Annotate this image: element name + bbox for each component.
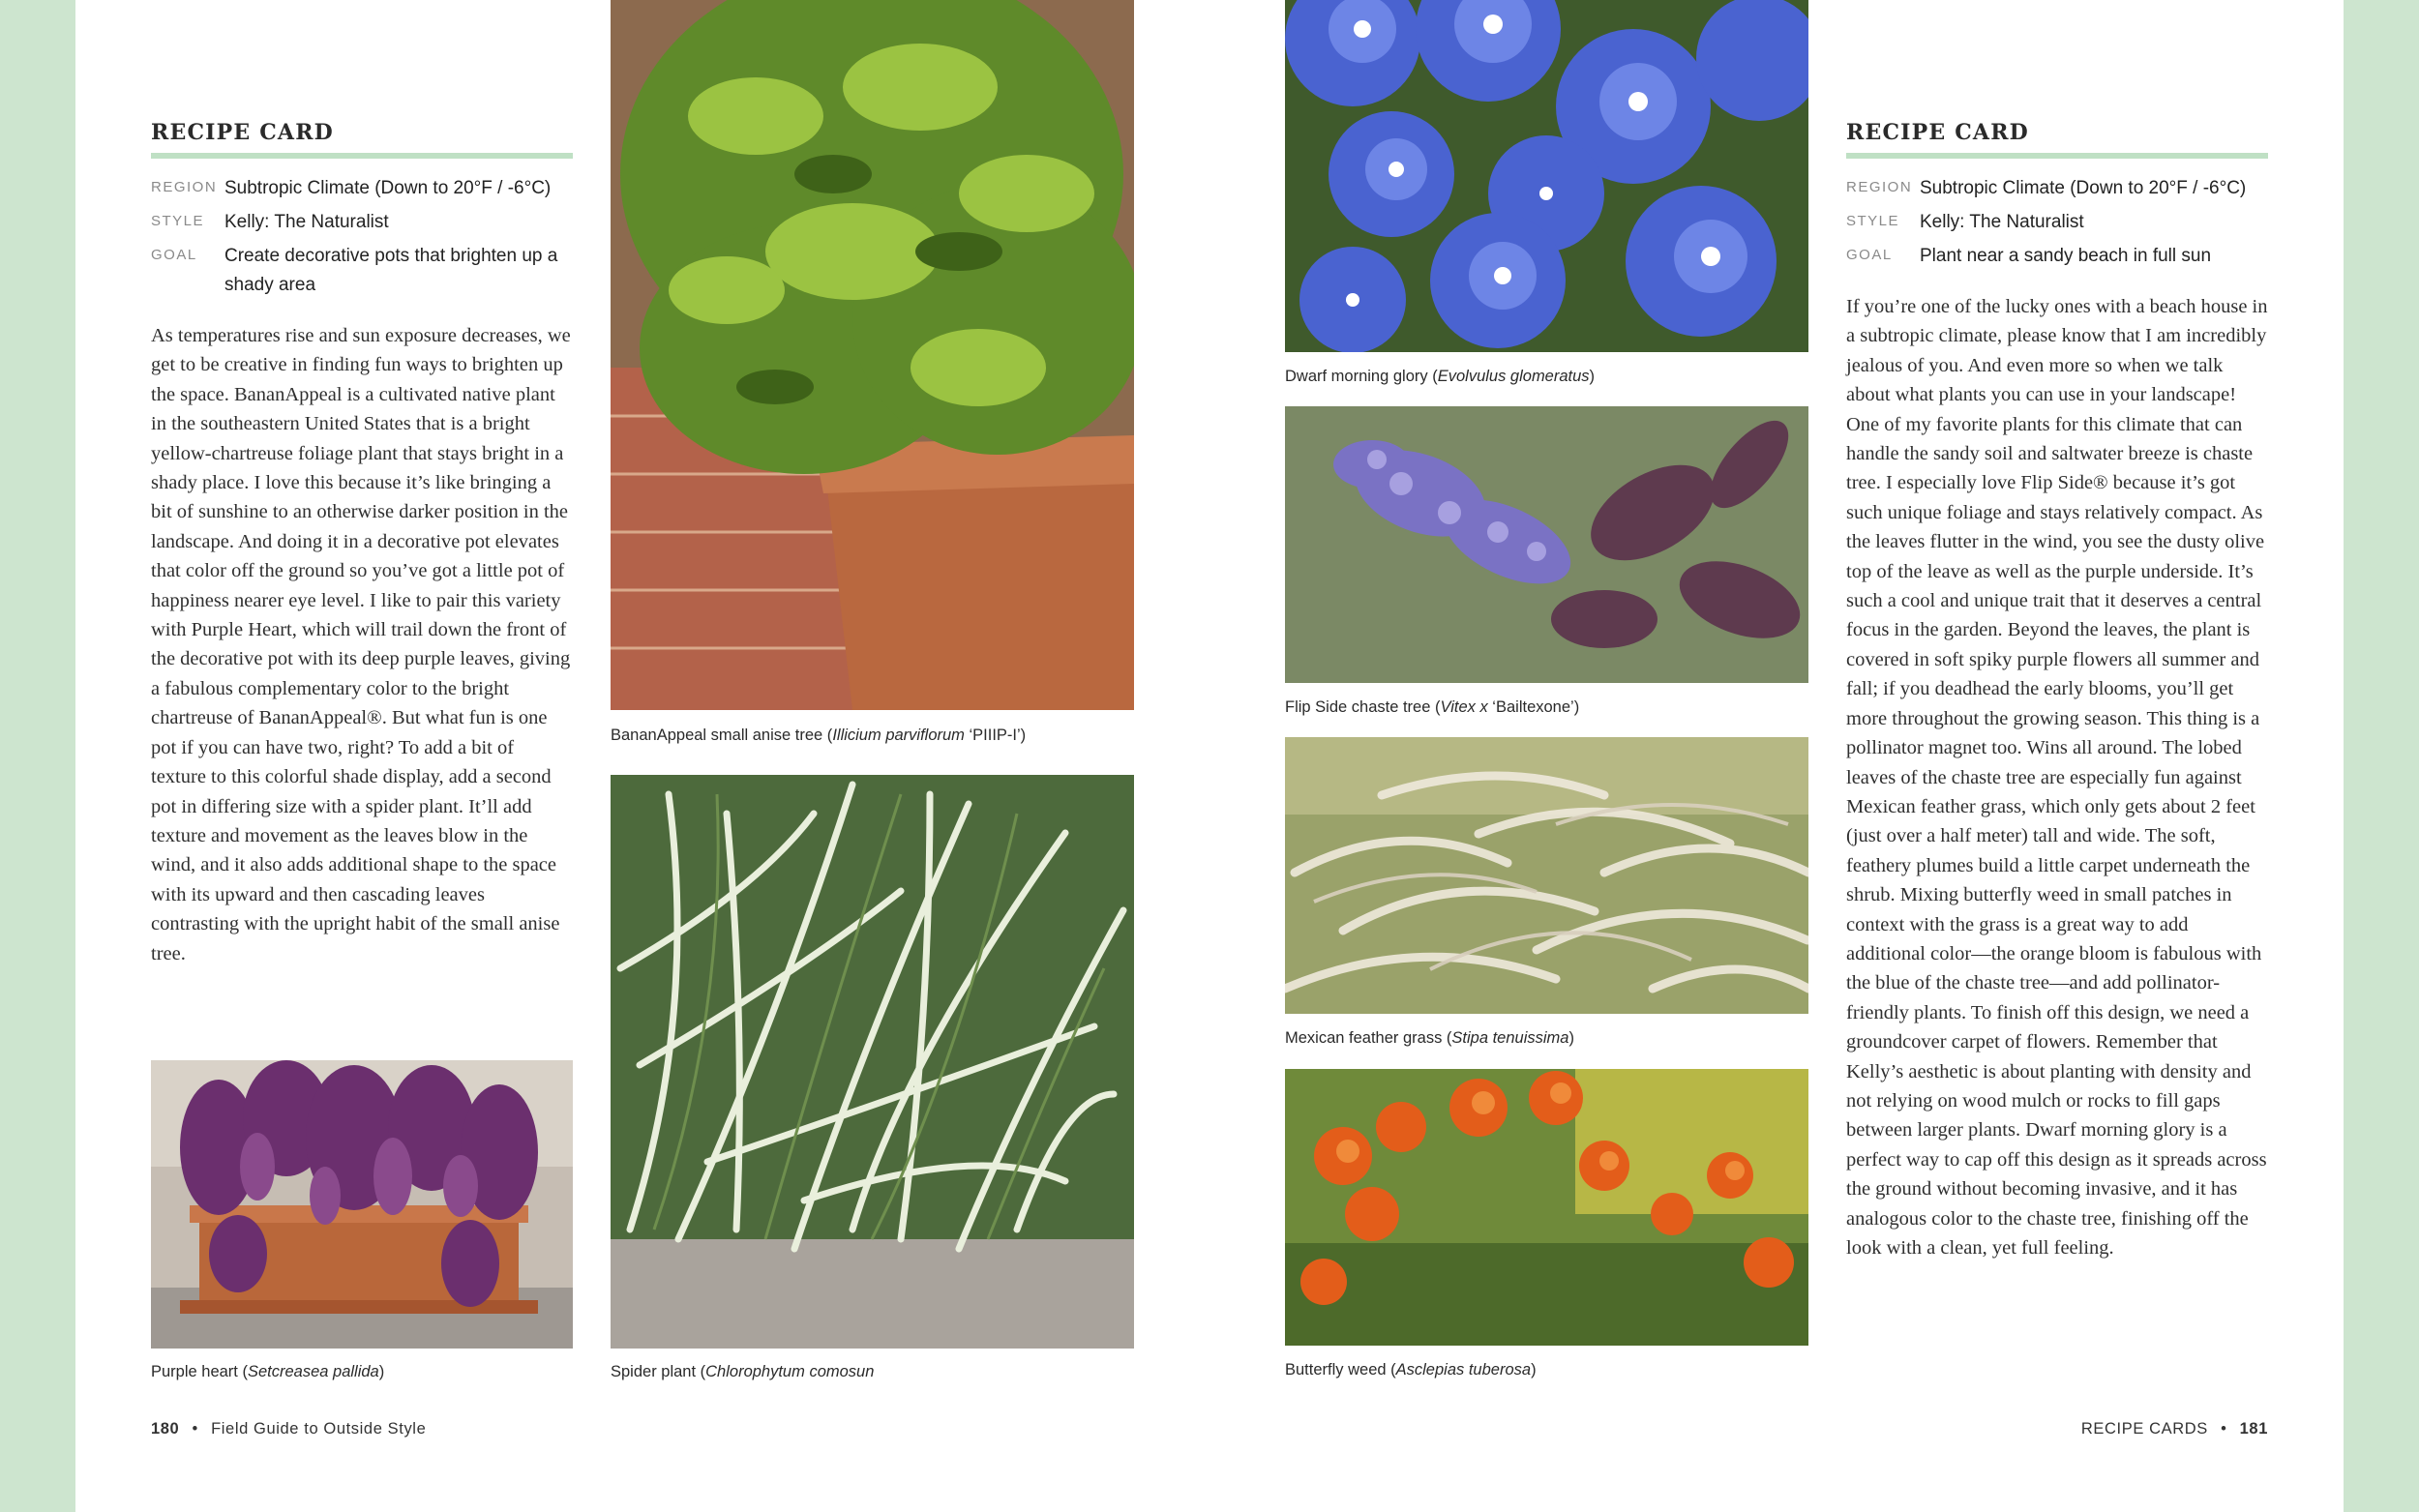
left-folio (151, 1420, 426, 1438)
recipe-card-heading: RECIPE CARD (151, 120, 573, 159)
left-page-edge (0, 0, 75, 1512)
meta-goal-key: GOAL (151, 247, 197, 263)
meta-region-row (1846, 174, 2268, 203)
meta-style-key: STYLE (151, 213, 205, 229)
meta-style-row (151, 208, 573, 237)
purple-heart-caption: Purple heart (Setcreasea pallida) (151, 1363, 385, 1380)
recipe-card-heading: RECIPE CARD (1846, 120, 2268, 159)
meta-region-value: Subtropic Climate (Down to 20°F / -6°C) (1920, 178, 2247, 198)
left-recipe-column (151, 120, 573, 968)
left-folio-title: Field Guide to Outside Style (211, 1420, 427, 1438)
spider-plant-caption: Spider plant (Chlorophytum comosun (611, 1363, 875, 1380)
morning-glory-photo (1285, 0, 1808, 352)
meta-goal-key: GOAL (1846, 247, 1893, 263)
meta-region-key: REGION (1846, 179, 1913, 195)
right-page-number: 181 (2239, 1420, 2268, 1438)
feather-grass-caption: Mexican feather grass (Stipa tenuissima) (1285, 1029, 1574, 1047)
butterfly-weed-caption: Butterfly weed (Asclepias tuberosa) (1285, 1361, 1537, 1379)
spider-plant-photo (611, 775, 1134, 1349)
morning-glory-caption: Dwarf morning glory (Evolvulus glomeratus) (1285, 368, 1596, 385)
butterfly-weed-photo (1285, 1069, 1808, 1346)
right-folio-title: RECIPE CARDS (2080, 1420, 2208, 1438)
left-page-number: 180 (151, 1420, 180, 1438)
right-folio-bullet: • (2221, 1420, 2227, 1438)
right-page-edge (2344, 0, 2419, 1512)
right-body-text: If you’re one of the lucky ones with a beach house in a subtropic climate, please know that I am incredibly jealous of you. And even more so when we talk about what plants you can use in your landscape! One of my favorite plants for this climate that can handle the sandy soil and saltwater breeze is chaste tree. I especially love Flip Side® because it’s got such unique foliage and stays relatively compact. As the leaves flutter in the wind, you see the dusty olive top of the leave as well as the purple underside. It’s such a cool and unique trait that it deserves a central focus in the garden. Beyond the leaves, the plant is covered in soft spiky purple flowers all summer and fall; if you deadhead the early blooms, you’ll get more throughout the growing season. This thing is a pollinator magnet too. Wins all around. The lobed leaves of the chaste tree are especially fun against Mexican feather grass, which only gets about 2 feet (just over a half meter) tall and wide. The soft, feathery plumes build a little carpet underneath the shrub. Mixing butterfly weed in small patches in context with the grass is a great way to add additional color—the orange bloom is fabulous with the blue of the chaste tree—and add pollinator-friendly plants. To finish off this design, we need a groundcover carpet of flowers. Remember that Kelly’s aesthetic is about planting with density and not relying on wood mulch or rocks to fill gaps between larger plants. Dwarf morning glory is a perfect way to cap off this design as it spreads across the ground without becoming invasive, and it has analogous color to the chaste tree, finishing off the look with a clean, yet full feeling. (1846, 296, 2268, 1259)
feather-grass-photo (1285, 737, 1808, 1014)
recipe-card-meta (1846, 174, 2268, 271)
meta-style-row (1846, 208, 2268, 237)
meta-goal-row (151, 242, 573, 300)
purple-heart-photo (151, 1060, 573, 1349)
meta-region-row (151, 174, 573, 203)
meta-style-value: Kelly: The Naturalist (224, 212, 389, 232)
meta-goal-value: Plant near a sandy beach in full sun (1920, 246, 2212, 266)
meta-goal-row (1846, 242, 2268, 271)
anise-tree-photo (611, 0, 1134, 710)
left-body-text: As temperatures rise and sun exposure decreases, we get to be creative in finding fun ways to brighten up the space. BananAppeal is a cultivated native plant in the southeastern United States that is a bright yellow-chartreuse foliage plant that stays bright in a shady place. I love this because it’s like bringing a bit of sunshine to an otherwise darker position in the landscape. And doing it in a decorative pot elevates that color off the ground so you’ve got a little pot of happiness nearer eye level. I like to pair this variety with Purple Heart, which will trail down the front of the decorative pot with its deep purple leaves, giving a fabulous complementary color to the bright chartreuse of BananAppeal®. But what fun is one pot if you can have two, right? To add a bit of texture to this colorful shade display, add a second pot in differing size with a spider plant. It’ll add texture and movement as the leaves blow in the wind, and it also adds additional shape to the space with its upward and then cascading leaves contrasting with the upright habit of the small anise tree. (151, 325, 571, 964)
meta-goal-value: Create decorative pots that brighten up a shady area (224, 246, 558, 295)
meta-style-key: STYLE (1846, 213, 1900, 229)
chaste-tree-caption: Flip Side chaste tree (Vitex x ‘Bailtexone’) (1285, 698, 1580, 716)
meta-region-value: Subtropic Climate (Down to 20°F / -6°C) (224, 178, 552, 198)
recipe-card-meta (151, 174, 573, 300)
meta-style-value: Kelly: The Naturalist (1920, 212, 2084, 232)
meta-region-key: REGION (151, 179, 218, 195)
left-folio-bullet: • (192, 1420, 198, 1438)
right-recipe-column (1846, 120, 2268, 1262)
chaste-tree-photo (1285, 406, 1808, 683)
anise-tree-caption: BananAppeal small anise tree (Illicium parviflorum ‘PIIIP-I’) (611, 726, 1027, 744)
right-folio (2081, 1420, 2268, 1438)
